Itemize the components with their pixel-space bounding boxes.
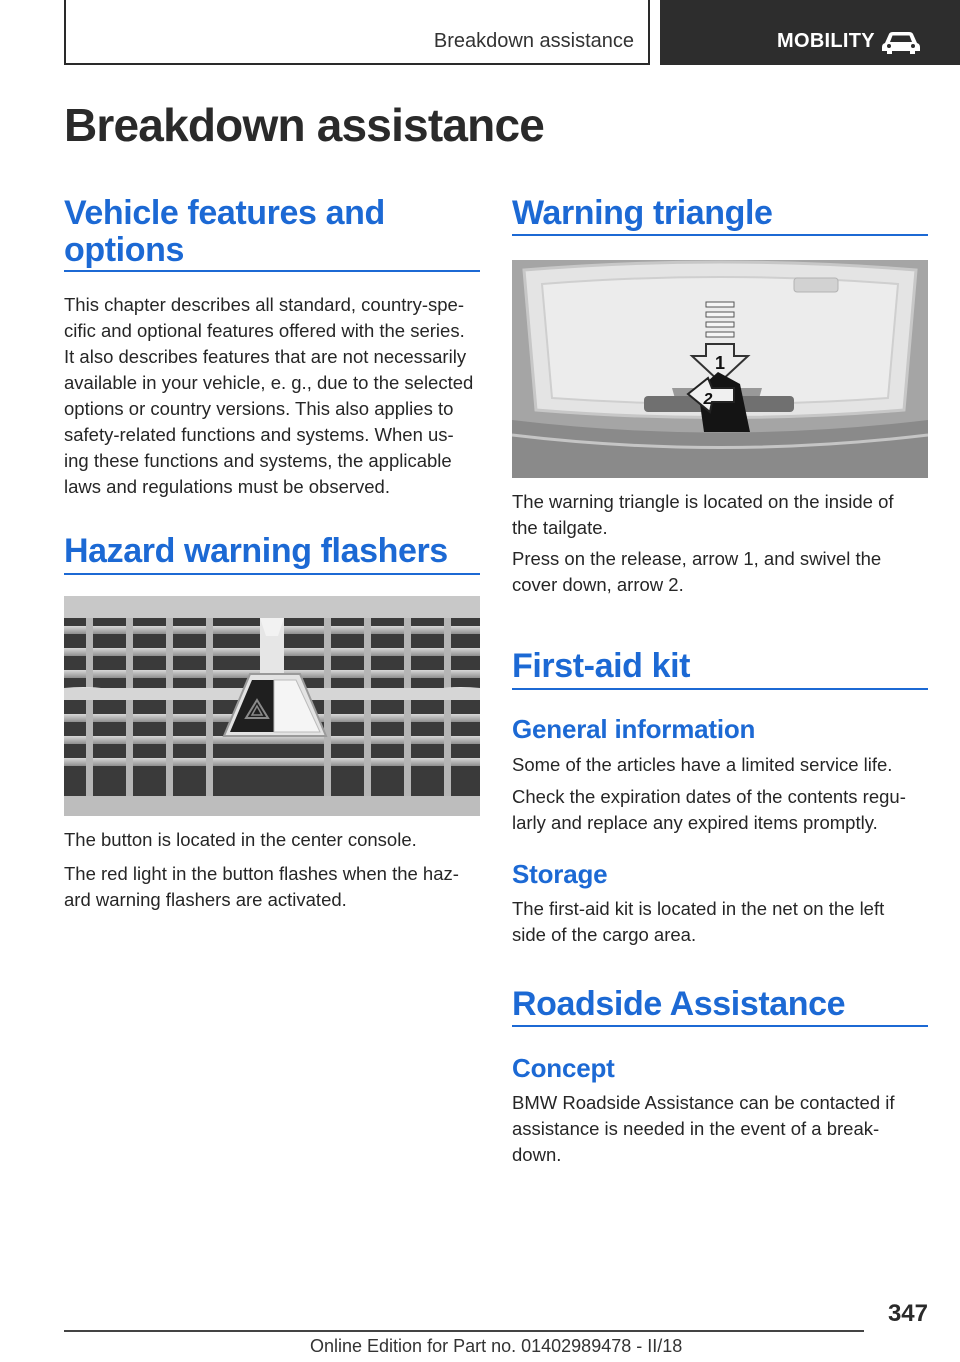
hazard-button-illustration [64, 596, 480, 816]
footer-rule [64, 1330, 864, 1332]
hazard-text-1: The button is located in the center console. [64, 829, 417, 850]
text-line: cover down, arrow 2. [512, 574, 684, 595]
warning-triangle-illustration [512, 260, 928, 478]
text-line: safety-related functions and systems. When us‐ [64, 424, 454, 445]
text-line: ing these functions and systems, the applicable [64, 450, 452, 471]
text-line: ard warning flashers are activated. [64, 889, 347, 910]
general-information-text-1: Some of the articles have a limited service life. [512, 754, 893, 775]
first-aid-heading: First-aid kit [512, 647, 691, 685]
text-line: This chapter describes all standard, country-spe‐ [64, 294, 464, 315]
warning-triangle-heading: Warning triangle [512, 194, 773, 232]
text-line: available in your vehicle, e. g., due to the selected [64, 372, 474, 393]
concept-text [512, 1090, 932, 1168]
text-line: down. [512, 1144, 562, 1165]
header-chapter-label: MOBILITY [777, 30, 875, 52]
header-section-title: Breakdown assistance [433, 30, 634, 52]
warning-triangle-rule [512, 234, 928, 236]
arrow-1-label: 1 [714, 353, 726, 373]
header-chapter-tab [660, 0, 960, 65]
concept-heading: Concept [512, 1053, 615, 1083]
vehicle-features-heading-line2: options [64, 231, 184, 269]
hazard-rule [64, 573, 480, 575]
text-line: The warning triangle is located on the inside of [512, 491, 894, 512]
vehicle-features-paragraph [64, 292, 484, 500]
text-line: larly and replace any expired items promptly. [512, 812, 878, 833]
general-information-heading: General information [512, 714, 756, 744]
vehicle-features-heading-line1: Vehicle features and [64, 194, 385, 232]
page-number: 347 [887, 1300, 928, 1327]
arrow-2-label: 2 [703, 391, 713, 408]
text-line: the tailgate. [512, 517, 608, 538]
text-line: BMW Roadside Assistance can be contacted if [512, 1092, 895, 1113]
text-line: Check the expiration dates of the contents regu‐ [512, 786, 906, 807]
vehicle-features-heading [64, 195, 385, 269]
text-line: side of the cargo area. [512, 924, 697, 945]
page-title: Breakdown assistance [64, 99, 545, 151]
text-line: Press on the release, arrow 1, and swivel the [512, 548, 882, 569]
header-section-box [64, 0, 650, 65]
vehicle-features-rule [64, 270, 480, 272]
warning-triangle-text-2 [512, 546, 932, 598]
text-line: assistance is needed in the event of a break‐ [512, 1118, 880, 1139]
text-line: The first-aid kit is located in the net on the left [512, 898, 885, 919]
text-line: laws and regulations must be observed. [64, 476, 390, 497]
first-aid-rule [512, 688, 928, 690]
storage-heading: Storage [512, 859, 608, 889]
text-line: It also describes features that are not necessarily [64, 346, 467, 367]
roadside-assistance-rule [512, 1025, 928, 1027]
hazard-heading: Hazard warning flashers [64, 532, 448, 570]
warning-triangle-text-1 [512, 489, 932, 541]
general-information-text-2 [512, 784, 932, 836]
hazard-text-2 [64, 861, 484, 913]
car-icon [880, 29, 922, 55]
storage-text [512, 896, 932, 948]
roadside-assistance-heading: Roadside Assistance [512, 985, 846, 1023]
text-line: The red light in the button flashes when the haz‐ [64, 863, 459, 884]
footer-edition: Online Edition for Part no. 01402989478 - II/18 [310, 1336, 683, 1356]
text-line: options or country versions. This also applies to [64, 398, 454, 419]
text-line: cific and optional features offered with the series. [64, 320, 465, 341]
